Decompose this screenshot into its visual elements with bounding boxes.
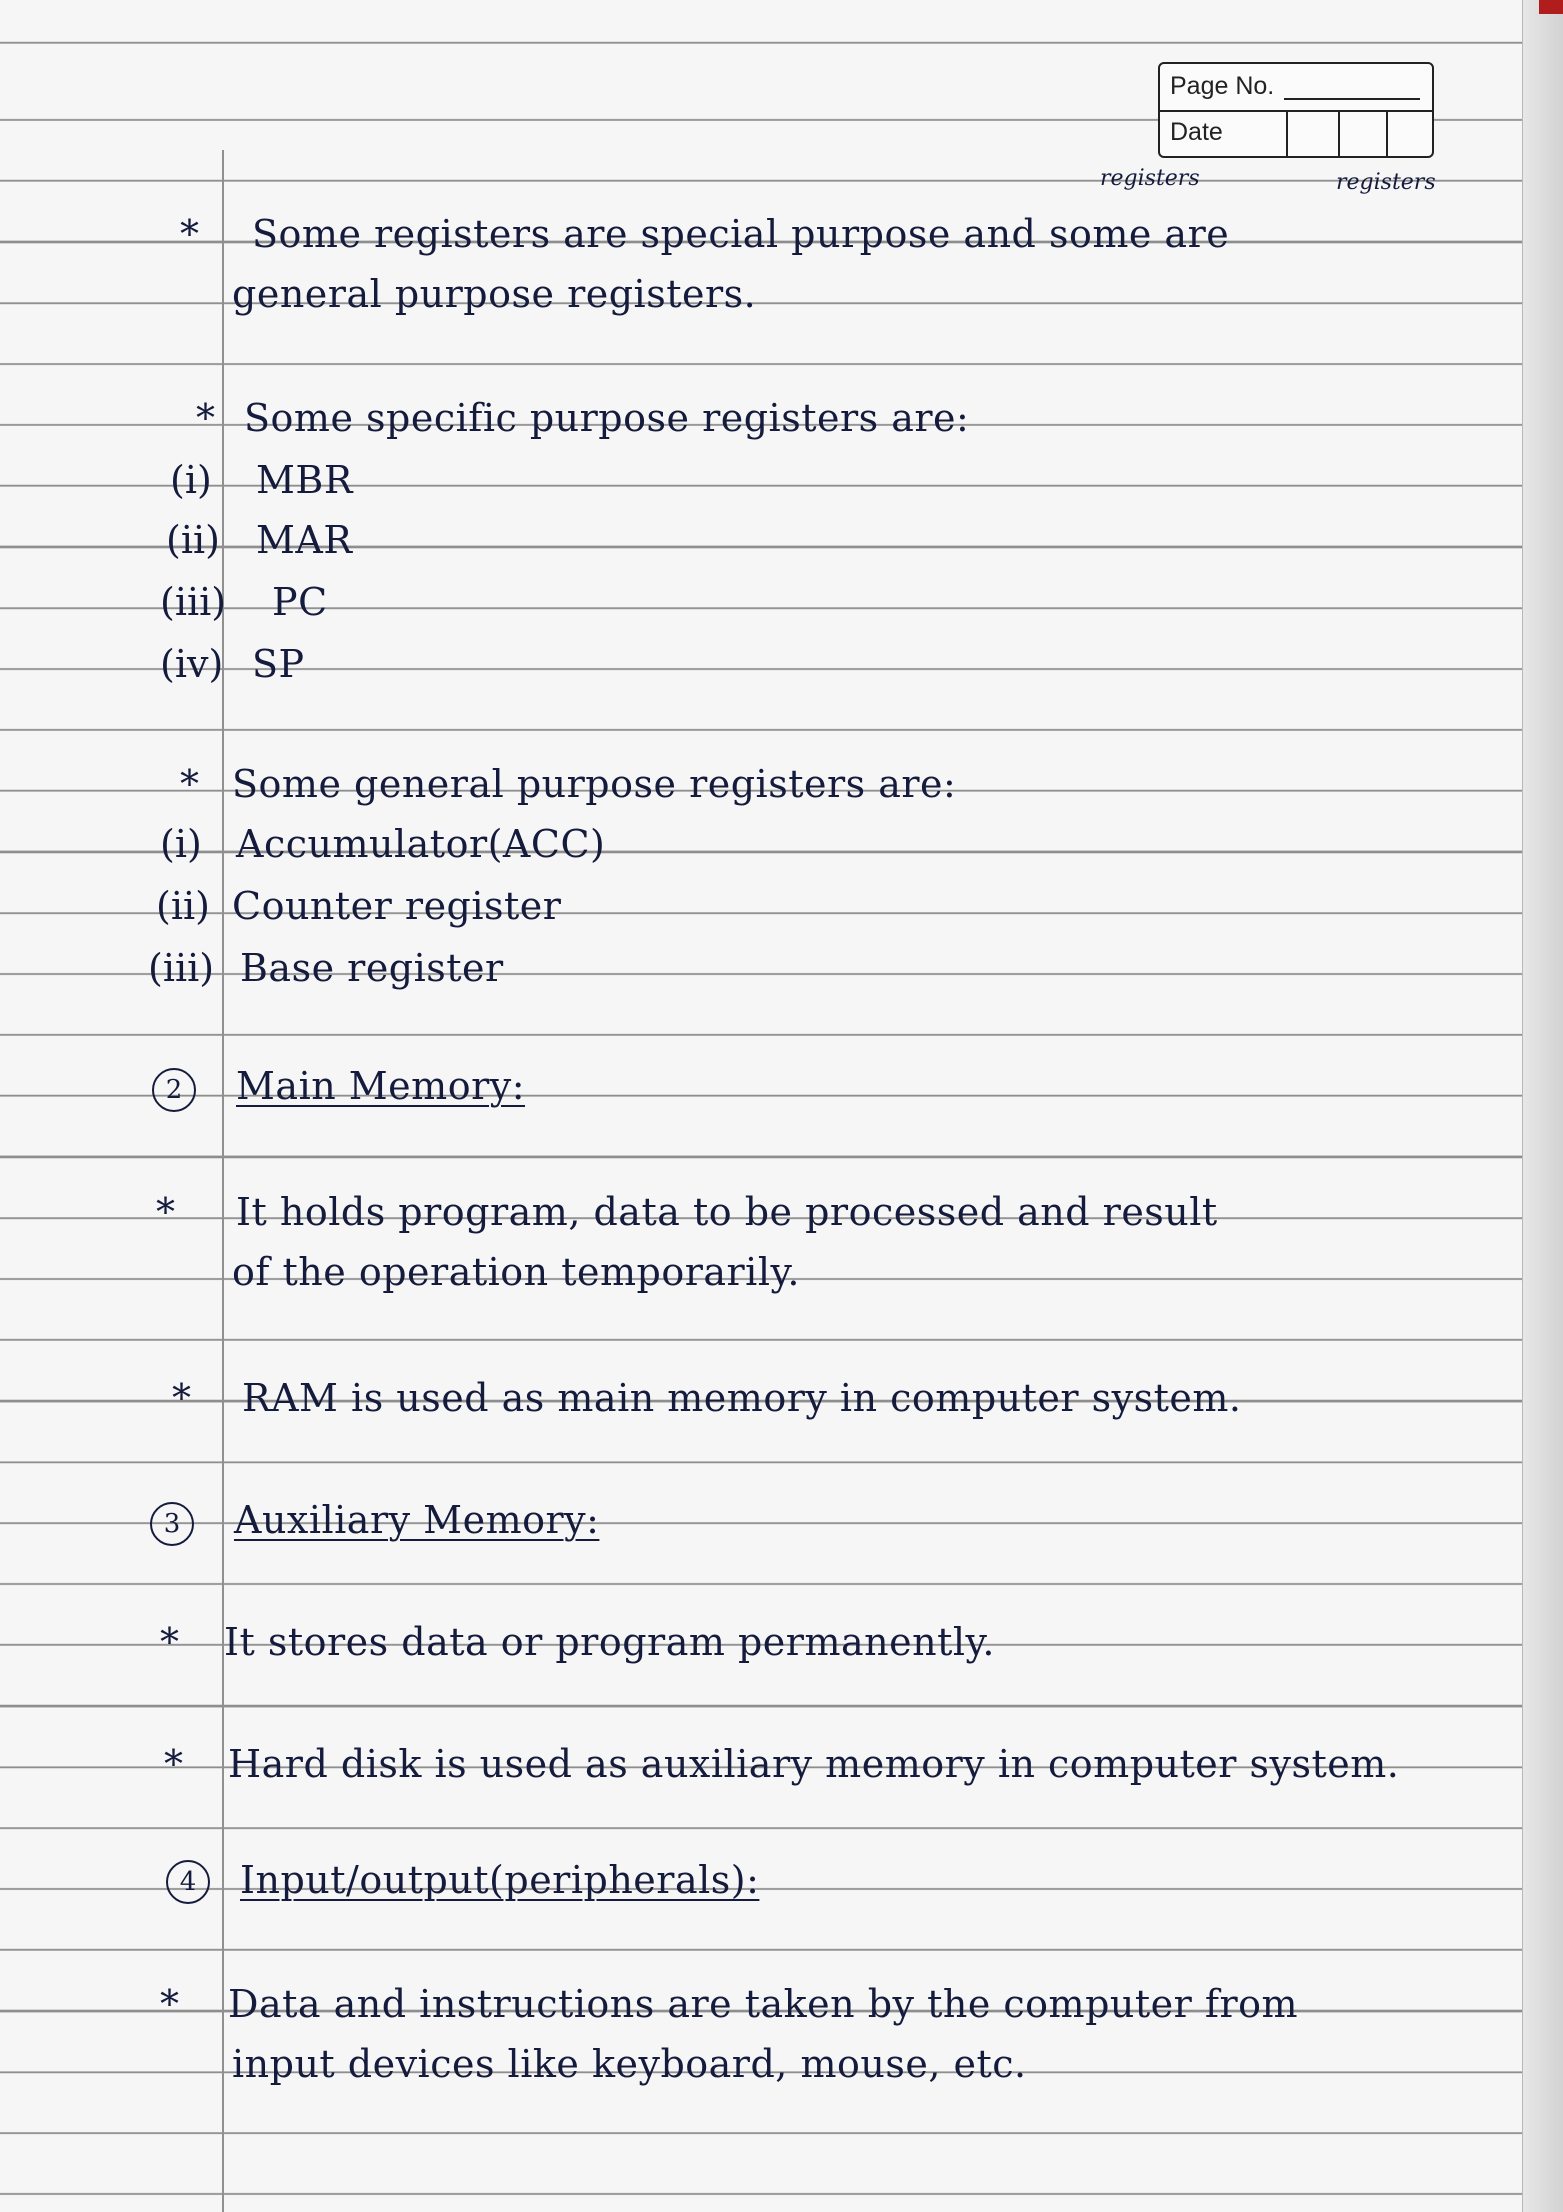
list-number: (iv): [160, 642, 224, 686]
section-heading: Input/output(peripherals):: [240, 1858, 760, 1902]
text-line: It holds program, data to be processed and result: [236, 1190, 1218, 1234]
text-line: of the operation temporarily.: [232, 1250, 800, 1294]
list-item: Accumulator(ACC): [236, 822, 606, 866]
list-number: (i): [170, 458, 212, 502]
section-heading: Main Memory:: [236, 1064, 526, 1108]
section-heading: Auxiliary Memory:: [234, 1498, 600, 1542]
list-number: (ii): [166, 518, 220, 562]
page-no-label: Page No.: [1170, 72, 1275, 100]
date-label: Date: [1170, 118, 1223, 146]
bullet: *: [180, 762, 199, 806]
list-item: Base register: [240, 946, 504, 990]
date-row: [1160, 110, 1432, 156]
list-item: MBR: [256, 458, 353, 502]
insert-note: registers: [1100, 166, 1200, 191]
list-heading: Some specific purpose registers are:: [244, 396, 970, 440]
list-item: SP: [252, 642, 305, 686]
list-number: (iii): [160, 580, 227, 624]
insert-note: registers: [1336, 170, 1436, 195]
page-date-box: [1158, 62, 1434, 158]
bullet: *: [180, 212, 199, 256]
text-line: RAM is used as main memory in computer system.: [242, 1376, 1242, 1420]
list-item: Counter register: [232, 884, 562, 928]
text-line: It stores data or program permanently.: [224, 1620, 996, 1664]
corner-mark: [1539, 0, 1563, 14]
section-number: 4: [166, 1860, 210, 1904]
bullet: *: [156, 1190, 175, 1234]
text-line: input devices like keyboard, mouse, etc.: [232, 2042, 1027, 2086]
bullet: *: [160, 1620, 179, 1664]
bullet: *: [196, 396, 215, 440]
page-edge: [1522, 0, 1563, 2212]
section-number: 3: [150, 1502, 194, 1546]
bullet: *: [172, 1376, 191, 1420]
list-number: (iii): [148, 946, 215, 990]
date-cell-divider: [1386, 110, 1388, 156]
section-number: 2: [152, 1068, 196, 1112]
list-item: MAR: [256, 518, 353, 562]
list-heading: Some general purpose registers are:: [232, 762, 957, 806]
list-number: (ii): [156, 884, 210, 928]
bullet: *: [160, 1982, 179, 2026]
list-number: (i): [160, 822, 202, 866]
date-cell-divider: [1338, 110, 1340, 156]
text-line: general purpose registers.: [232, 272, 757, 316]
list-item: PC: [272, 580, 328, 624]
text-line: Hard disk is used as auxiliary memory in computer system.: [228, 1742, 1400, 1786]
bullet: *: [164, 1742, 183, 1786]
page-no-fill: [1284, 98, 1420, 100]
page-no-row: [1160, 64, 1432, 112]
margin-line: [222, 150, 224, 2212]
text-line: Some registers are special purpose and some are: [252, 212, 1230, 256]
date-cell-divider: [1286, 110, 1288, 156]
text-line: Data and instructions are taken by the computer from: [228, 1982, 1299, 2026]
